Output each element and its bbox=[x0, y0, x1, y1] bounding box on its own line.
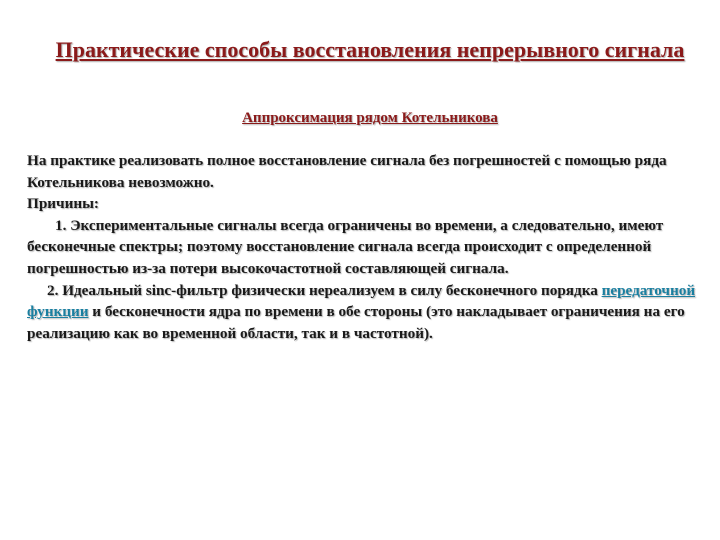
reason-1-paragraph: 1. Экспериментальные сигналы всегда ограничены во времени, а следовательно, имеют бесконечные спектры; поэтому восстановление сигнала всегда происходит с определенной погрешностью из-за потери высокочастотной составляющей сигнала. bbox=[27, 216, 664, 277]
intro-paragraph: На практике реализовать полное восстановление сигнала без погрешностей с помощью ряда Котельникова невозможно. bbox=[27, 152, 667, 191]
slide-title: Практические способы восстановления непрерывного сигнала bbox=[55, 37, 685, 62]
reasons-label: Причины: bbox=[27, 195, 99, 213]
transfer-function-link[interactable]: передаточной функции bbox=[27, 281, 696, 321]
reason-2-paragraph bbox=[27, 280, 697, 345]
slide-subtitle: Аппроксимация рядом Котельникова bbox=[242, 110, 498, 126]
slide-body bbox=[27, 150, 697, 344]
reason-2-text-after: и бесконечности ядра по времени в обе стороны (это накладывает ограничения на его реализацию как во временной области, так и в частотной). bbox=[27, 303, 685, 342]
reason-2-text-before: 2. Идеальный sinc-фильтр физически нереализуем в силу бесконечного порядка bbox=[47, 281, 602, 299]
